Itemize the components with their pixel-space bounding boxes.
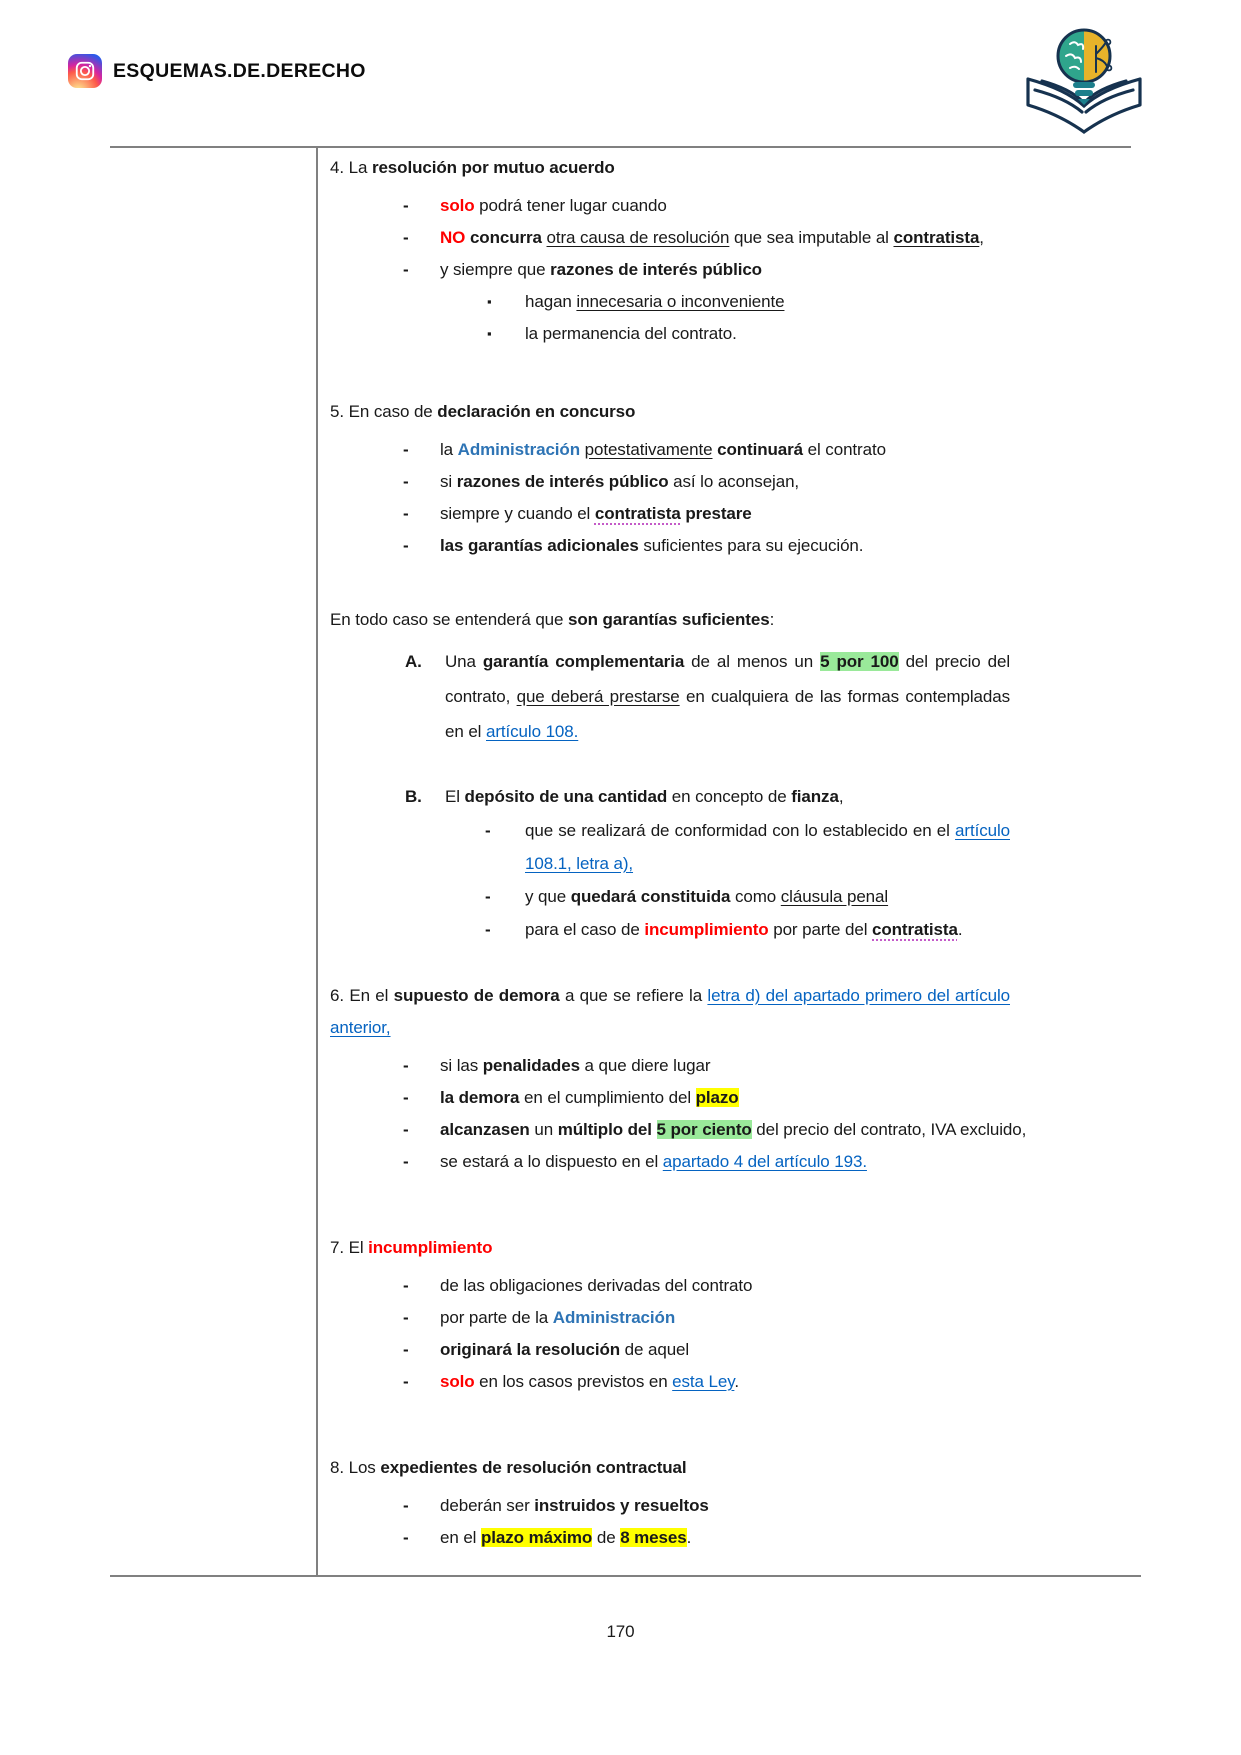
text-run: que deberá prestarse xyxy=(516,687,680,706)
text-run: garantía complementaria xyxy=(482,652,685,671)
text-run: . xyxy=(734,1372,739,1391)
text-run: podrá tener lugar cuando xyxy=(474,196,667,215)
text-run: por parte de la xyxy=(440,1308,553,1327)
dash-bullet-marker: - xyxy=(403,1088,409,1107)
dash-bullet-marker: - xyxy=(403,440,409,459)
text-run: la permanencia del contrato. xyxy=(525,324,737,343)
text-run: la xyxy=(440,440,458,459)
text-run: originará la resolución xyxy=(440,1340,621,1359)
dash-bullet-marker: - xyxy=(403,472,409,491)
text-run: expedientes de resolución contractual xyxy=(380,1458,687,1477)
text-run: la demora xyxy=(440,1088,520,1107)
text-run: por parte del xyxy=(768,920,872,939)
text-run: de aquel xyxy=(620,1340,690,1359)
dash-bullet-marker: - xyxy=(403,1152,409,1171)
book-lightbulb-logo xyxy=(1018,24,1150,147)
text-run: razones de interés público xyxy=(456,472,669,491)
bullet-item xyxy=(330,1082,1010,1114)
text-run: en los casos previstos en xyxy=(474,1372,673,1391)
text-run: siempre y cuando el xyxy=(440,504,595,523)
dash-bullet-marker: - xyxy=(403,1308,409,1327)
table-border-bottom xyxy=(110,1575,1141,1577)
text-run: plazo máximo xyxy=(481,1528,593,1547)
text-run: contratista xyxy=(893,228,980,247)
sub-dash-item xyxy=(330,880,1010,913)
text-run: suficientes para su ejecución. xyxy=(638,536,864,555)
paragraph xyxy=(330,604,1010,636)
text-run: , xyxy=(979,228,984,247)
text-run: se estará a lo dispuesto en el xyxy=(440,1152,663,1171)
text-run: del precio del contrato, xyxy=(445,652,1011,706)
text-run: instruidos y resueltos xyxy=(534,1496,709,1515)
text-run: y siempre que xyxy=(440,260,551,279)
text-run: En todo caso se entenderá que xyxy=(330,610,569,629)
hyperlink[interactable]: artículo 108.1, letra a), xyxy=(525,821,1010,873)
text-run: prestare xyxy=(685,504,752,523)
text-run: 6. En el xyxy=(330,986,394,1005)
dash-bullet-marker: - xyxy=(403,1120,409,1139)
text-run: el contrato xyxy=(803,440,886,459)
text-run: cláusula penal xyxy=(780,887,889,906)
bullet-item xyxy=(330,254,1010,286)
text-run: , xyxy=(838,787,844,806)
letter-marker: B. xyxy=(405,787,422,806)
text-run: razones de interés público xyxy=(550,260,762,279)
bullet-item xyxy=(330,222,1010,254)
bullet-item xyxy=(330,1366,1010,1398)
hyperlink[interactable]: apartado 4 del artículo 193. xyxy=(662,1152,867,1171)
dash-bullet-marker: - xyxy=(485,920,491,939)
lettered-item xyxy=(330,644,1010,749)
table-column-divider xyxy=(316,146,318,1577)
dash-bullet-marker: - xyxy=(403,1056,409,1075)
lettered-item xyxy=(330,779,1010,814)
text-run: Administración xyxy=(552,1308,676,1327)
text-run: resolución por mutuo acuerdo xyxy=(371,158,615,177)
bullet-item xyxy=(330,498,1010,530)
dash-bullet-marker: - xyxy=(403,260,409,279)
text-run: 5. En caso de xyxy=(330,402,438,421)
text-run: solo xyxy=(440,1372,475,1391)
text-run: un xyxy=(529,1120,558,1139)
text-run: 5 por ciento xyxy=(656,1120,752,1139)
dash-bullet-marker: - xyxy=(403,1340,409,1359)
text-run: 8 meses xyxy=(620,1528,687,1547)
bullet-item xyxy=(330,1270,1010,1302)
text-run: de las obligaciones derivadas del contrato xyxy=(440,1276,753,1295)
text-run: para el caso de xyxy=(525,920,645,939)
text-run: depósito de una cantidad xyxy=(464,787,668,806)
section-heading xyxy=(330,396,1010,428)
text-run: incumplimiento xyxy=(368,1238,493,1257)
text-run: quedará constituida xyxy=(570,887,731,906)
bullet-item xyxy=(330,1146,1010,1178)
bullet-item xyxy=(330,1522,1010,1554)
text-run: que se realizará de conformidad con lo establecido en el xyxy=(525,821,956,840)
instagram-icon xyxy=(68,54,102,88)
letter-marker: A. xyxy=(405,652,422,671)
hyperlink[interactable]: letra d) del apartado primero del artículo anterior, xyxy=(330,986,1010,1037)
text-run: Una xyxy=(445,652,483,671)
text-run: deberán ser xyxy=(440,1496,535,1515)
text-run: si xyxy=(440,472,457,491)
section-heading xyxy=(330,152,1010,184)
text-run: son garantías suficientes xyxy=(568,610,770,629)
text-run: potestativamente xyxy=(584,440,713,459)
text-run: concurra xyxy=(469,228,542,247)
section-heading xyxy=(330,1452,1010,1484)
text-run: en el xyxy=(440,1528,481,1547)
text-run: 7. El xyxy=(330,1238,369,1257)
dash-bullet-marker: - xyxy=(485,821,491,840)
text-run: solo xyxy=(440,196,475,215)
text-run: : xyxy=(769,610,775,629)
dash-bullet-marker: - xyxy=(403,1528,409,1547)
square-bullet-marker: ▪ xyxy=(487,294,492,309)
section-heading xyxy=(330,980,1010,1044)
dash-bullet-marker: - xyxy=(403,1276,409,1295)
bullet-item xyxy=(330,1050,1010,1082)
dash-bullet-marker: - xyxy=(403,504,409,523)
dash-bullet-marker: - xyxy=(403,228,409,247)
text-run: las garantías adicionales xyxy=(440,536,639,555)
dash-bullet-marker: - xyxy=(403,1372,409,1391)
text-run: hagan xyxy=(525,292,577,311)
bullet-item xyxy=(330,1114,1027,1146)
bullet-item xyxy=(330,1302,1010,1334)
bullet-item xyxy=(330,1334,1010,1366)
text-run: fianza xyxy=(791,787,839,806)
bullet-item xyxy=(330,190,1010,222)
hyperlink[interactable]: artículo 108. xyxy=(486,722,579,741)
section-heading xyxy=(330,1232,1010,1264)
dash-bullet-marker: - xyxy=(485,887,491,906)
text-run: otra causa de resolución xyxy=(546,228,730,247)
text-run: contratista xyxy=(594,504,681,523)
sub-bullet-item xyxy=(330,286,1010,318)
sub-dash-item xyxy=(330,814,1010,880)
bullet-item xyxy=(330,1490,1010,1522)
text-run: Administración xyxy=(457,440,580,459)
text-run: como xyxy=(730,887,781,906)
text-run: a que se refiere la xyxy=(559,986,708,1005)
text-run: de xyxy=(592,1528,621,1547)
text-run: . xyxy=(957,920,963,939)
square-bullet-marker: ▪ xyxy=(487,326,492,341)
text-run: continuará xyxy=(717,440,804,459)
text-run: incumplimiento xyxy=(644,920,769,939)
text-run: que sea imputable al xyxy=(729,228,894,247)
text-run: declaración en concurso xyxy=(437,402,636,421)
hyperlink[interactable]: esta Ley xyxy=(672,1372,735,1391)
text-run: innecesaria o inconveniente xyxy=(576,292,785,311)
text-run: plazo xyxy=(695,1088,739,1107)
bullet-item xyxy=(330,434,1010,466)
text-run: alcanzasen xyxy=(440,1120,530,1139)
bullet-item xyxy=(330,466,1010,498)
text-run: 8. Los xyxy=(330,1458,381,1477)
text-run: en el cumplimiento del xyxy=(519,1088,696,1107)
text-run: 5 por 100 xyxy=(820,652,899,671)
dash-bullet-marker: - xyxy=(403,196,409,215)
text-run: a que diere lugar xyxy=(579,1056,711,1075)
text-run: . xyxy=(686,1528,692,1547)
text-run: si las xyxy=(440,1056,483,1075)
text-run: en concepto de xyxy=(667,787,792,806)
text-run: múltiplo del xyxy=(557,1120,657,1139)
text-run: penalidades xyxy=(482,1056,580,1075)
text-run: así lo aconsejan, xyxy=(668,472,800,491)
sub-dash-item xyxy=(330,913,1010,946)
text-run: del precio del contrato, IVA excluido, xyxy=(751,1120,1027,1139)
text-run: supuesto de demora xyxy=(393,986,560,1005)
text-run: NO xyxy=(440,228,466,247)
document-body xyxy=(330,152,1027,1554)
dash-bullet-marker: - xyxy=(403,1496,409,1515)
dash-bullet-marker: - xyxy=(403,536,409,555)
text-run: de al menos un xyxy=(684,652,821,671)
brand-header xyxy=(68,54,366,88)
text-run: El xyxy=(445,787,465,806)
text-run: en cualquiera de las formas contempladas en el xyxy=(445,687,1011,741)
brand-name: ESQUEMAS.DE.DERECHO xyxy=(113,59,366,82)
page-number: 170 xyxy=(606,1622,635,1641)
text-run: contratista xyxy=(872,920,958,939)
table-border-top xyxy=(110,146,1131,148)
text-run: 4. La xyxy=(330,158,372,177)
sub-bullet-item xyxy=(330,318,1010,350)
text-run: y que xyxy=(525,887,571,906)
bullet-item xyxy=(330,530,1010,562)
